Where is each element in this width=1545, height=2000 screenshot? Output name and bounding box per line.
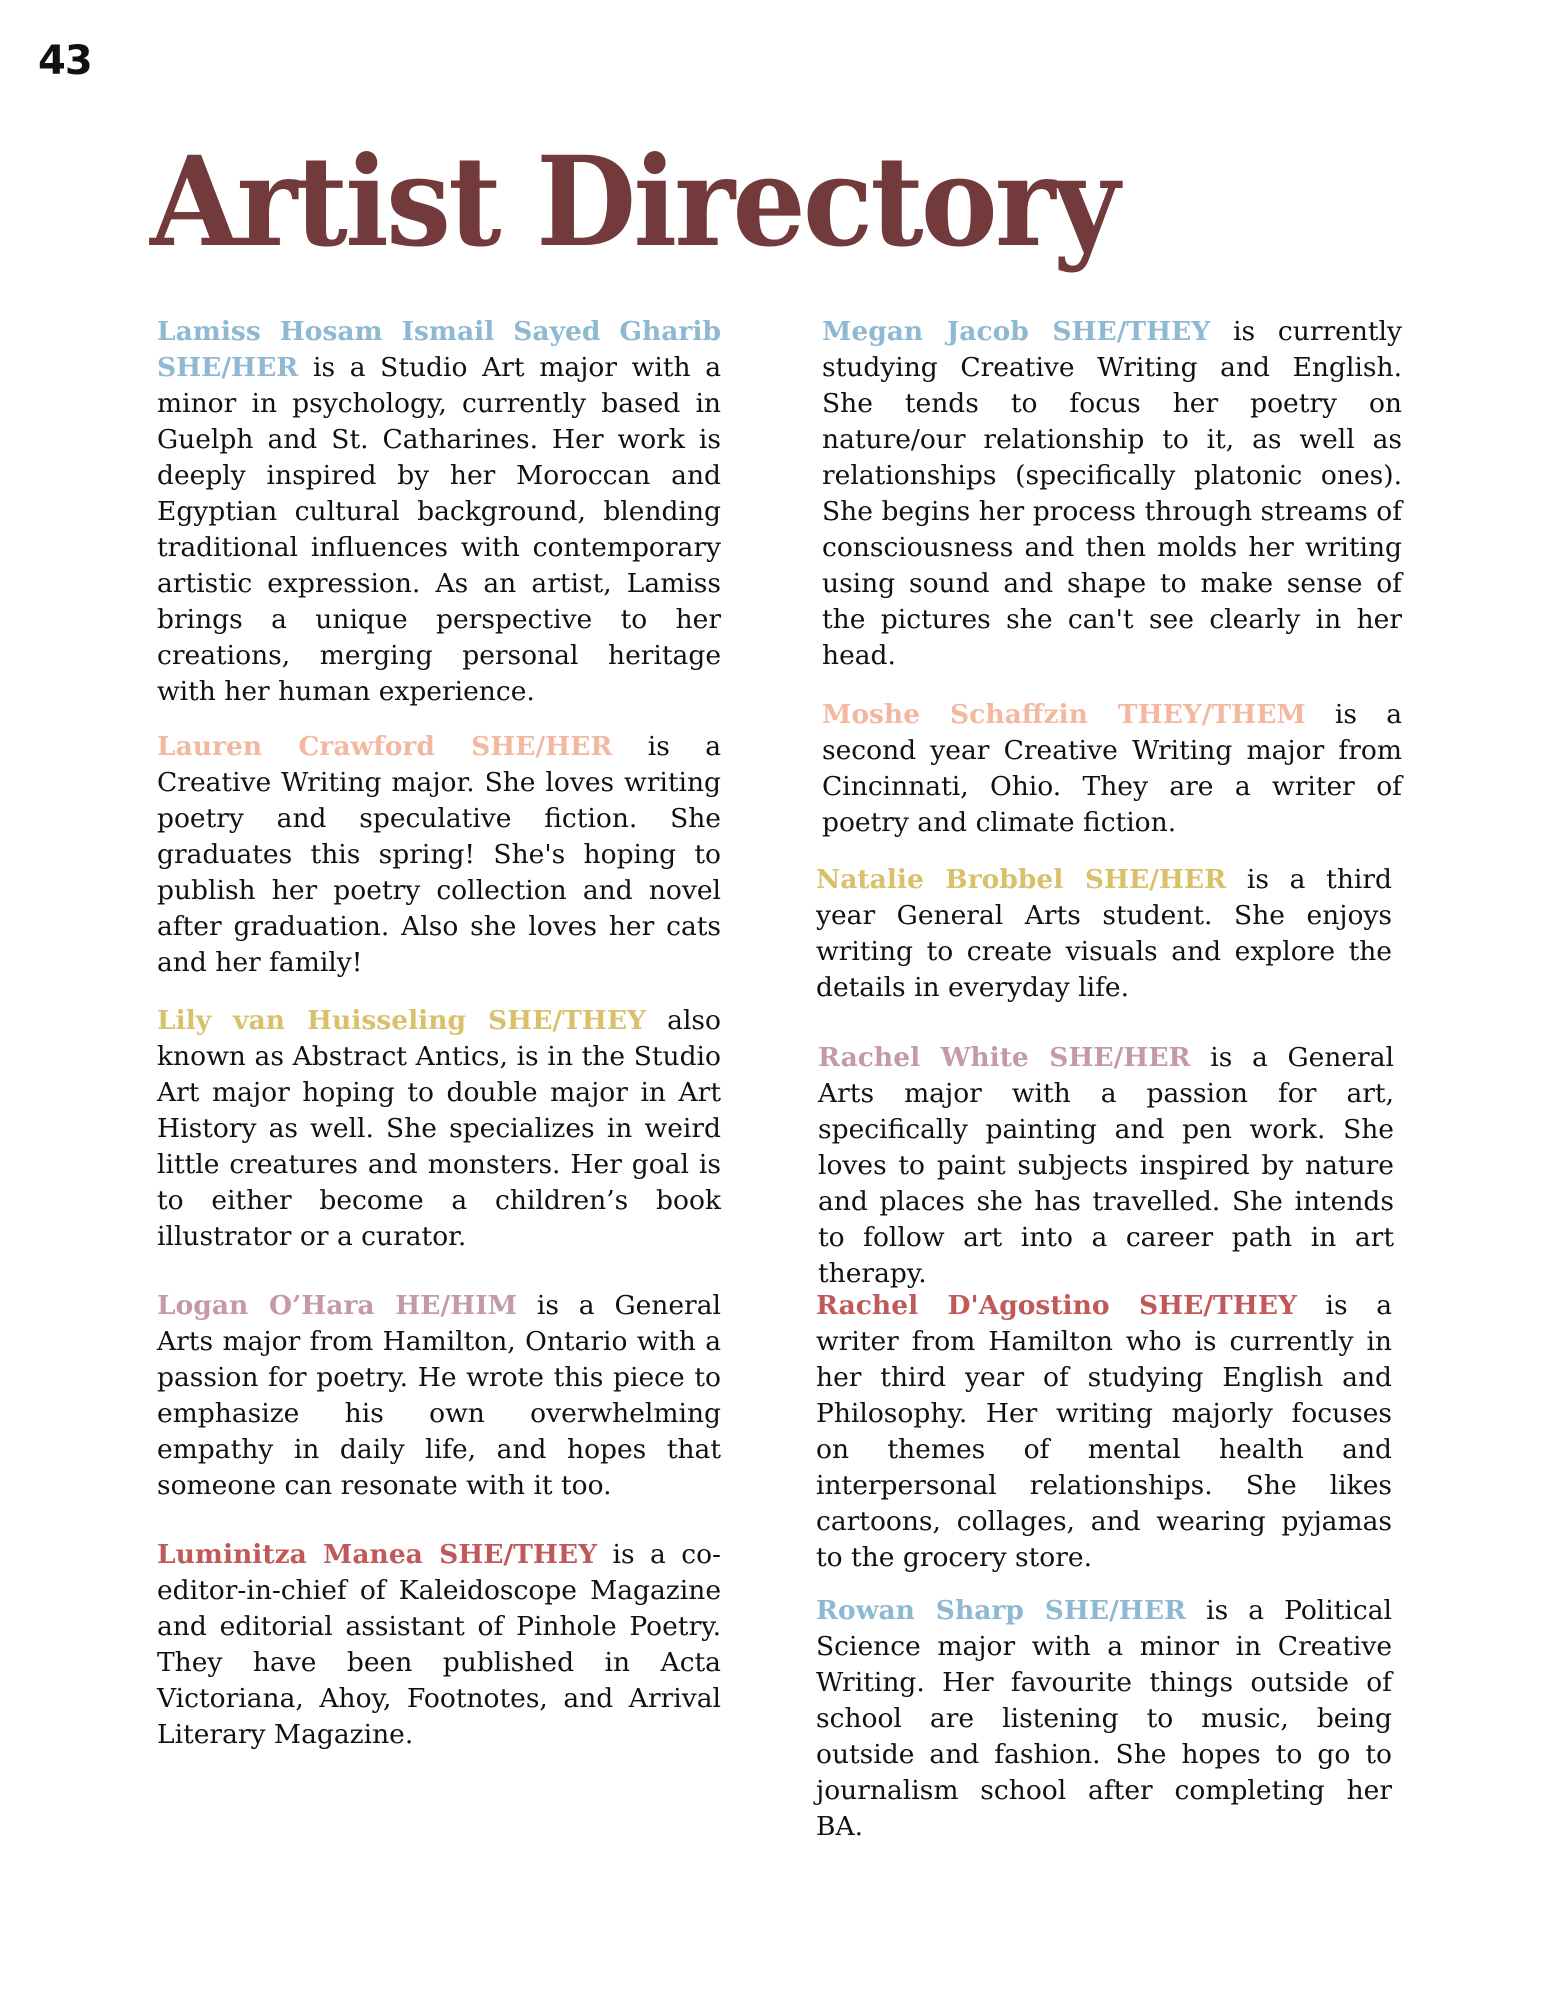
artist-name: Lily van Huisseling SHE/THEY xyxy=(157,1005,646,1036)
artist-name: Lamiss Hosam Ismail Sayed Gharib SHE/HER xyxy=(157,316,721,383)
artist-entry-rachel-white xyxy=(818,1040,1394,1292)
artist-bio: also known as Abstract Antics, is in the Studio Art major hoping to double major in Art History as well. She specializes in weird little creatures and monsters. Her goal is to either become a children’s book illustrator or a curator. xyxy=(157,1005,721,1252)
artist-entry-logan xyxy=(157,1288,721,1504)
artist-entry-lamiss xyxy=(157,314,721,710)
artist-bio: is a Studio Art major with a minor in psychology, currently based in Guelph and St. Catharines. Her work is deeply inspired by her Moroccan and Egyptian cultural background, blending traditional influences with contemporary artistic expression. As an artist, Lamiss brings a unique perspective to her creations, merging personal heritage with her human experience. xyxy=(157,352,721,707)
artist-name: Moshe Schaffzin THEY/THEM xyxy=(822,699,1306,730)
artist-bio: is a General Arts major from Hamilton, Ontario with a passion for poetry. He wrote this piece to emphasize his own overwhelming empathy in daily life, and hopes that someone can resonate with it too. xyxy=(157,1290,721,1501)
artist-bio: is a co-editor-in-chief of Kaleidoscope Magazine and editorial assistant of Pinhole Poetry. They have been published in Acta Victoriana, Ahoy, Footnotes, and Arrival Literary Magazine. xyxy=(157,1539,721,1750)
artist-bio: is a second year Creative Writing major from Cincinnati, Ohio. They are a writer of poetry and climate fiction. xyxy=(822,699,1402,838)
artist-entry-moshe xyxy=(822,697,1402,841)
artist-entry-rowan xyxy=(816,1593,1392,1845)
artist-bio: is a Creative Writing major. She loves writing poetry and speculative fiction. She graduates this spring! She's hoping to publish her poetry collection and novel after graduation. Also she loves her cats and her family! xyxy=(157,731,721,978)
artist-name: Rowan Sharp SHE/HER xyxy=(816,1595,1187,1626)
artist-name: Rachel White SHE/HER xyxy=(818,1042,1191,1073)
artist-entry-natalie xyxy=(816,862,1392,1006)
artist-name: Rachel D'Agostino SHE/THEY xyxy=(816,1290,1297,1321)
artist-entry-megan xyxy=(822,314,1402,674)
artist-name: Logan O’Hara HE/HIM xyxy=(157,1290,517,1321)
artist-name: Lauren Crawford SHE/HER xyxy=(157,731,613,762)
artist-bio: is a writer from Hamilton who is currently in her third year of studying English and Philosophy. Her writing majorly focuses on themes of mental health and interpersonal relationships. She likes cartoons, collages, and wearing pyjamas to the grocery store. xyxy=(816,1290,1392,1573)
artist-entry-lily xyxy=(157,1003,721,1255)
artist-bio: is a General Arts major with a passion for art, specifically painting and pen work. She loves to paint subjects inspired by nature and places she has travelled. She intends to follow art into a career path in art therapy. xyxy=(818,1042,1394,1289)
artist-bio: is a Political Science major with a minor in Creative Writing. Her favourite things outside of school are listening to music, being outside and fashion. She hopes to go to journalism school after completing her BA. xyxy=(816,1595,1392,1842)
artist-entry-luminitza xyxy=(157,1537,721,1753)
artist-name: Megan Jacob SHE/THEY xyxy=(822,316,1211,347)
artist-name: Natalie Brobbel SHE/HER xyxy=(816,864,1227,895)
artist-entry-rachel-dagostino xyxy=(816,1288,1392,1576)
artist-name: Luminitza Manea SHE/THEY xyxy=(157,1539,598,1570)
page-title: Artist Directory xyxy=(150,130,1118,275)
artist-entry-lauren xyxy=(157,729,721,981)
artist-bio: is currently studying Creative Writing and English. She tends to focus her poetry on nature/our relationship to it, as well as relationships (specifically platonic ones). She begins her process through streams of consciousness and then molds her writing using sound and shape to make sense of the pictures she can't see clearly in her head. xyxy=(822,316,1403,671)
page-number: 43 xyxy=(38,38,92,84)
artist-bio: is a third year General Arts student. She enjoys writing to create visuals and explore the details in everyday life. xyxy=(816,864,1393,1003)
